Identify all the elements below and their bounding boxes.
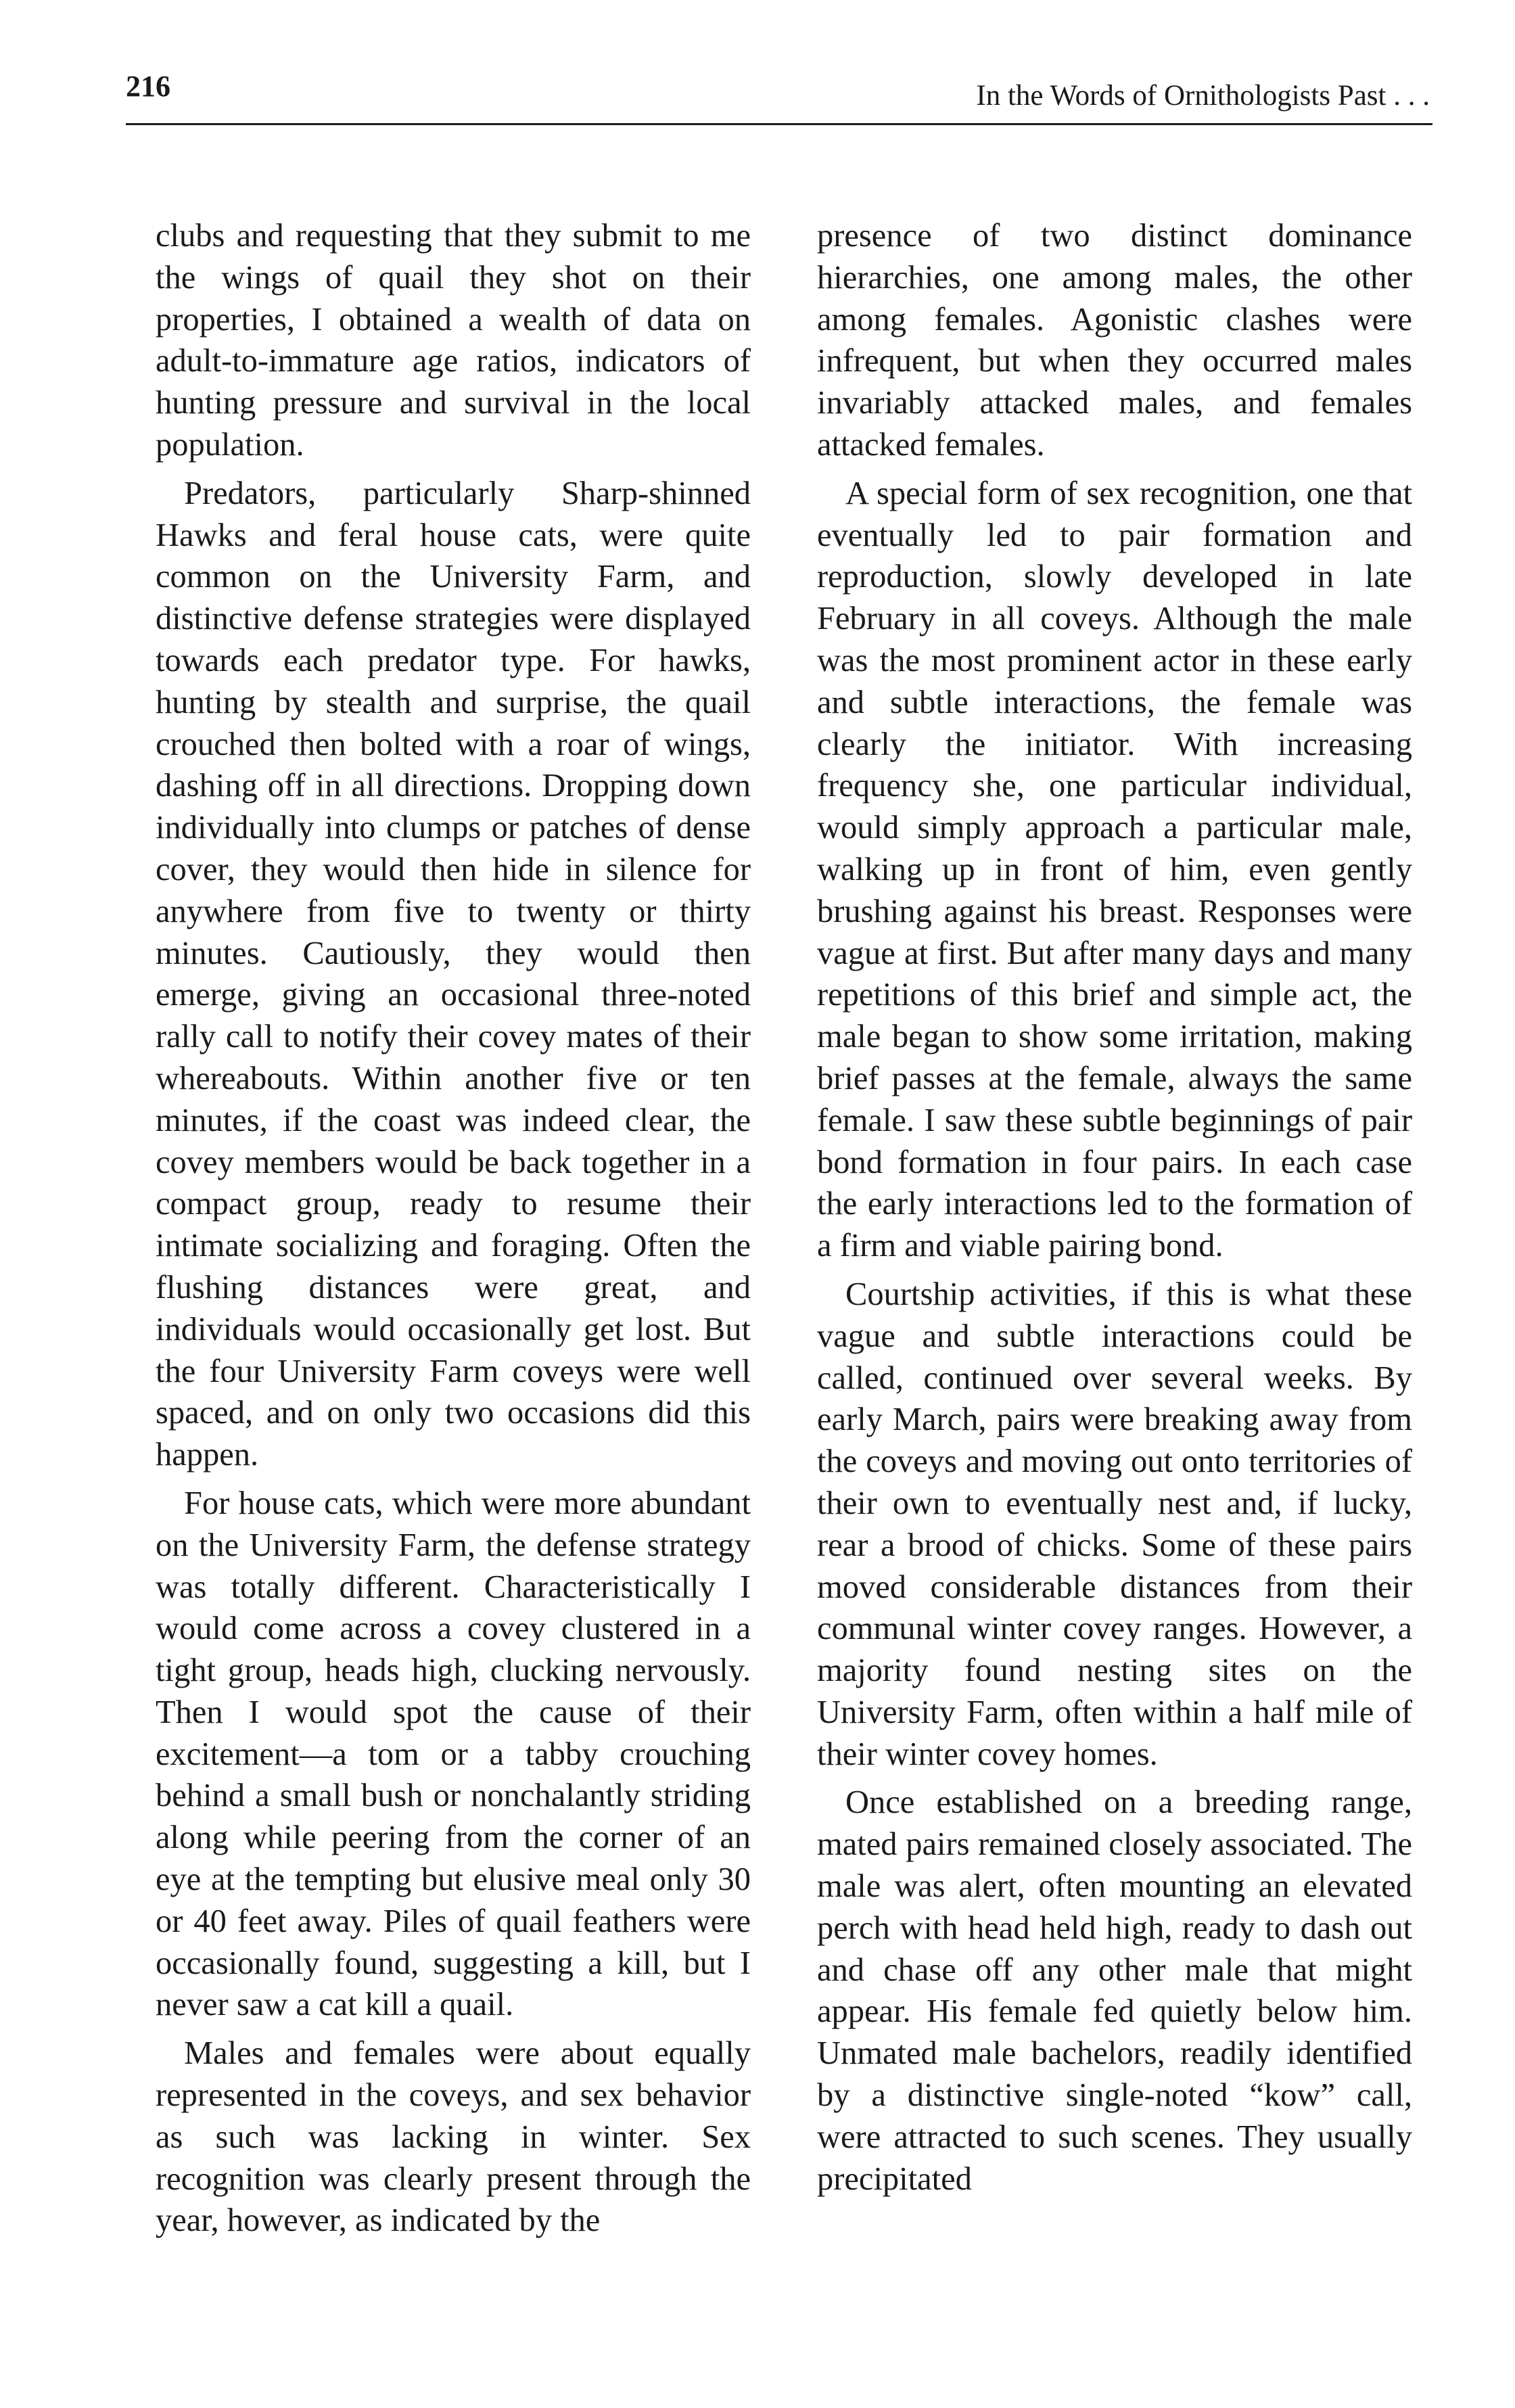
paragraph: Predators, particularly Sharp-shinned Hawks and feral house cats, were quite common on the University Farm, and distinctive defense strategies were displayed towards each predator type. For hawks, hunting by stealth and surprise, the quail crouched then bolted with a roar of wings, dashing off in all directions. Dropping down individually into clumps or patches of dense cover, they would then hide in silence for anywhere from five to twenty or thirty minutes. Cautiously, they would then emerge, giving an occasional three-noted rally call to notify their covey mates of their whereabouts. Within another five or ten minutes, if the coast was indeed clear, the covey members would be back together in a compact group, ready to resume their intimate socializing and foraging. Often the flushing distances were great, and individuals would occasionally get lost. But the four University Farm coveys were well spaced, and on only two occasions did this happen. — [156, 475, 751, 1473]
right-column — [817, 215, 1412, 2206]
running-head — [126, 61, 1432, 125]
paragraph: Courtship activities, if this is what these vague and subtle interactions could be called, continued over several weeks. By early March, pairs were breaking away from the coveys and moving out onto territories of their own to eventually nest and, if lucky, rear a brood of chicks. Some of these pairs moved considerable distances from their communal winter covey ranges. However, a majority found nesting sites on the University Farm, often within a half mile of their winter covey homes. — [817, 1276, 1412, 1772]
paragraph: Males and females were about equally represented in the coveys, and sex behavior as such was lacking in winter. Sex recognition was clearly present through the year, however, as indicated by the — [156, 2035, 751, 2239]
running-title: In the Words of Ornithologists Past . . . — [976, 80, 1430, 112]
paragraph: clubs and requesting that they submit to me the wings of quail they shot on their properties, I obtained a wealth of data on adult-to-immature age ratios, indicators of hunting pressure and survival in the local population. — [156, 218, 751, 463]
paragraph: Once established on a breeding range, mated pairs remained closely associated. The male was alert, often mounting an elevated perch with head held high, ready to dash out and chase off any other male that might appear. His female fed quietly below him. Unmated male bachelors, readily identified by a distinctive single-noted “kow” call, were attracted to such scenes. They usually precipitated — [817, 1784, 1412, 2197]
paragraph: For house cats, which were more abundant on the University Farm, the defense strategy was totally different. Characteristically I would come across a covey clustered in a tight group, heads high, clucking nervously. Then I would spot the cause of their excitement—a tom or a tabby crouching behind a small bush or nonchalantly striding along while peering from the corner of an eye at the tempting but elusive meal only 30 or 40 feet away. Piles of quail feathers were occasionally found, suggesting a kill, but I never saw a cat kill a quail. — [156, 1485, 751, 2023]
page-number: 216 — [126, 70, 170, 103]
left-column — [156, 215, 751, 2248]
paragraph: presence of two distinct dominance hierarchies, one among males, the other among females. Agonistic clashes were infrequent, but when they occurred males invariably attacked males, and females attacked females. — [817, 218, 1412, 463]
paragraph: A special form of sex recognition, one that eventually led to pair formation and reproduction, slowly developed in late February in all coveys. Although the male was the most prominent actor in these early and subtle interactions, the female was clearly the initiator. With increasing frequency she, one particular individual, would simply approach a particular male, walking up in front of him, even gently brushing against his breast. Responses were vague at first. But after many days and many repetitions of this brief and simple act, the male began to show some irritation, making brief passes at the female, always the same female. I saw these subtle beginnings of pair bond formation in four pairs. In each case the early interactions led to the formation of a firm and viable pairing bond. — [817, 475, 1412, 1264]
